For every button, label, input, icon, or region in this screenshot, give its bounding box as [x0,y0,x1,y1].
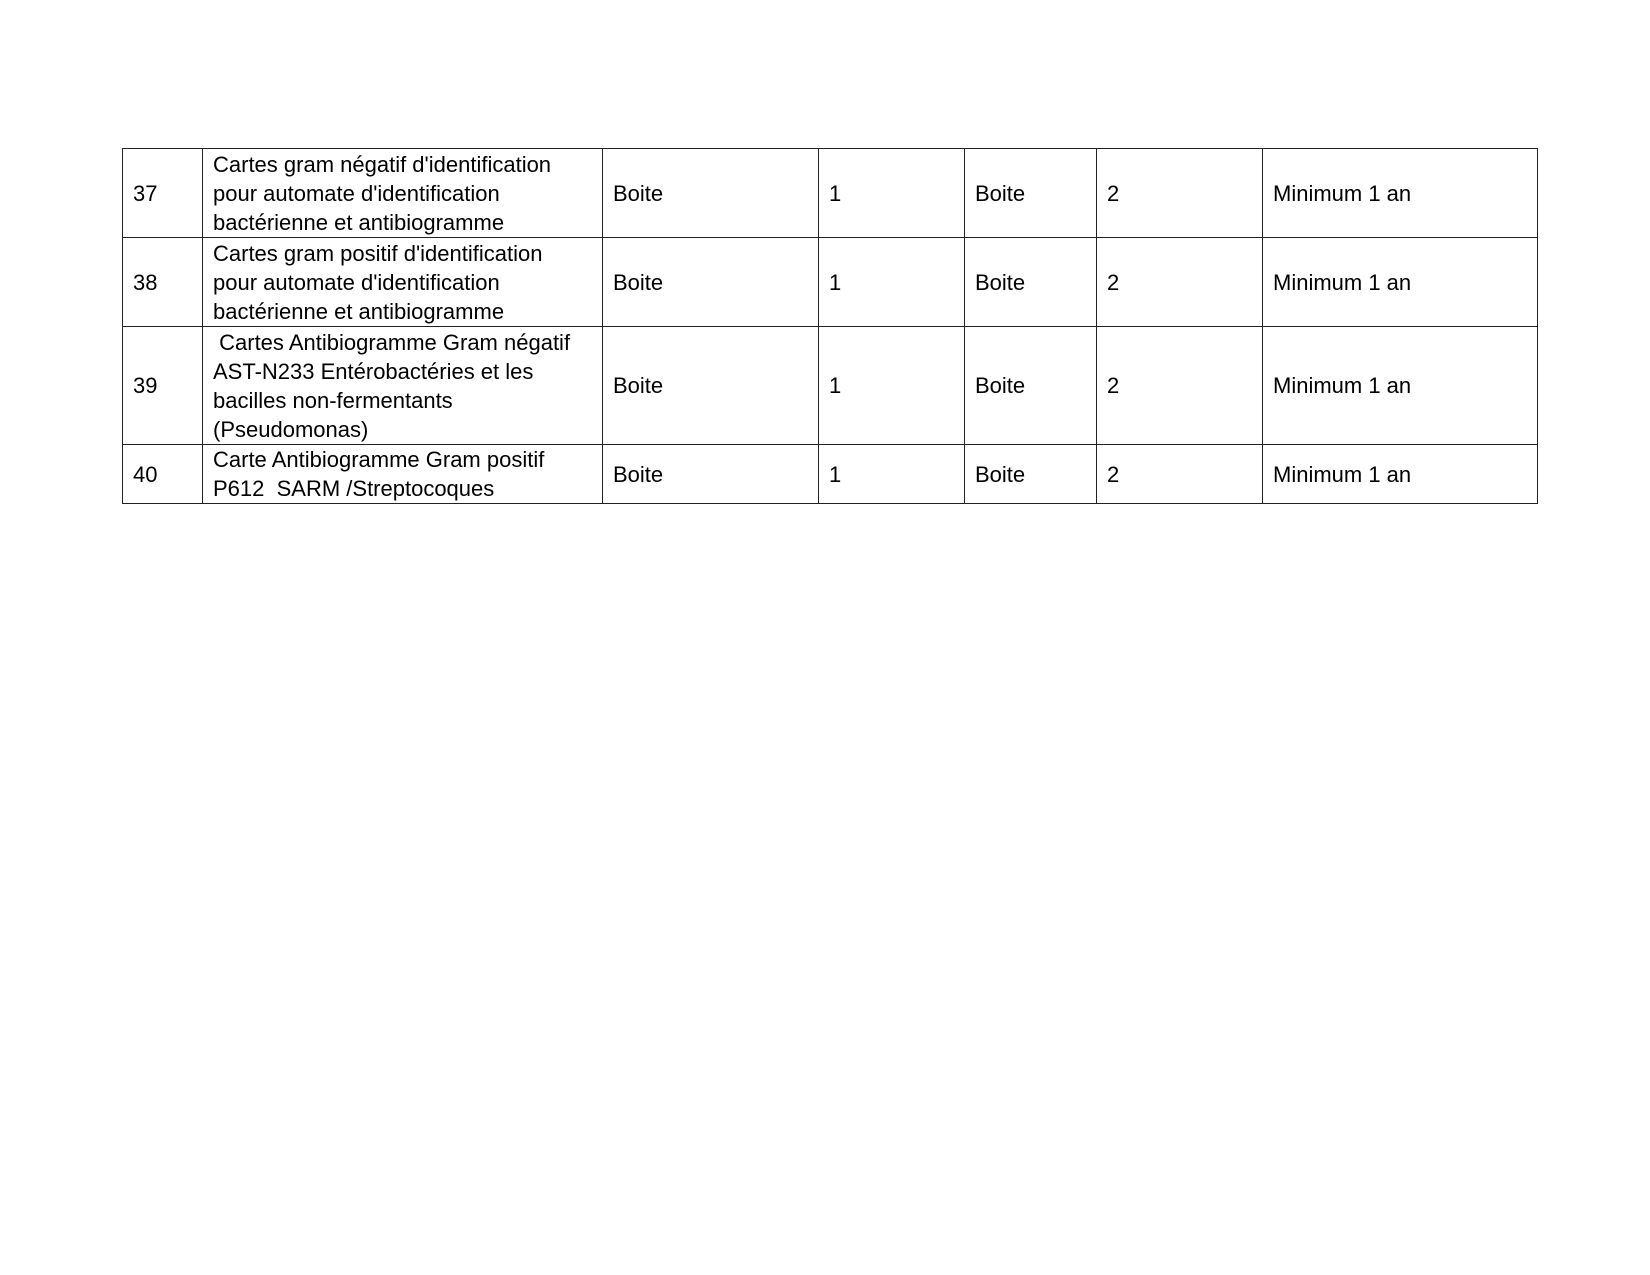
item-description-cell: Cartes Antibiogramme Gram négatif AST-N233 Entérobactéries et les bacilles non-fermentants (Pseudomonas) [203,327,603,445]
item-shelf-life-cell: Minimum 1 an [1263,238,1538,327]
item-number-cell: 39 [123,327,203,445]
table-row [123,149,1538,238]
item-quantity-cell: 1 [819,327,965,445]
item-unit-cell: Boite [603,238,819,327]
table-row [123,238,1538,327]
item-quantity-cell: 1 [819,238,965,327]
item-unit-cell: Boite [603,445,819,504]
item-packaging-cell: Boite [965,327,1097,445]
item-count-cell: 2 [1097,238,1263,327]
item-count-cell: 2 [1097,445,1263,504]
item-number-cell: 38 [123,238,203,327]
item-quantity-cell: 1 [819,445,965,504]
item-unit-cell: Boite [603,327,819,445]
item-packaging-cell: Boite [965,149,1097,238]
item-quantity-cell: 1 [819,149,965,238]
item-count-cell: 2 [1097,327,1263,445]
item-unit-cell: Boite [603,149,819,238]
item-packaging-cell: Boite [965,238,1097,327]
table-row [123,445,1538,504]
item-number-cell: 37 [123,149,203,238]
item-packaging-cell: Boite [965,445,1097,504]
item-shelf-life-cell: Minimum 1 an [1263,445,1538,504]
table-row [123,327,1538,445]
items-table [122,148,1538,504]
item-description-cell: Cartes gram négatif d'identification pour automate d'identification bactérienne et antibiogramme [203,149,603,238]
item-shelf-life-cell: Minimum 1 an [1263,149,1538,238]
item-count-cell: 2 [1097,149,1263,238]
item-shelf-life-cell: Minimum 1 an [1263,327,1538,445]
item-number-cell: 40 [123,445,203,504]
item-description-cell: Carte Antibiogramme Gram positif P612 SARM /Streptocoques [203,445,603,504]
item-description-cell: Cartes gram positif d'identification pour automate d'identification bactérienne et antibiogramme [203,238,603,327]
